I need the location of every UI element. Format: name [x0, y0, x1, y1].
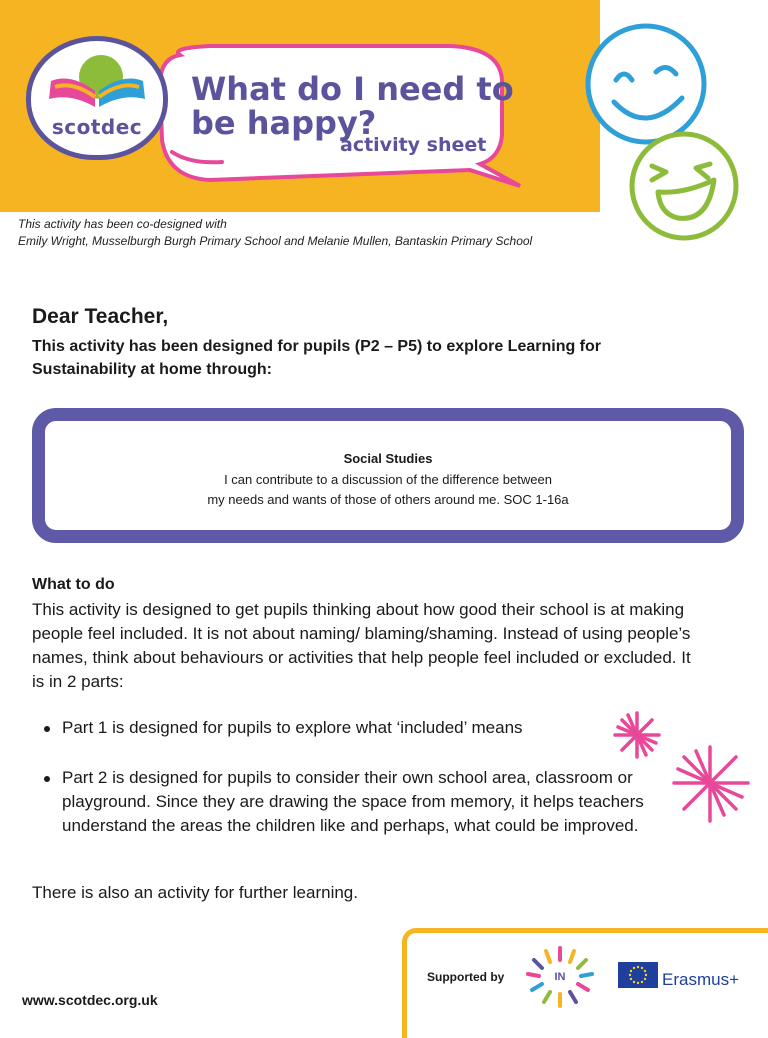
page-subtitle: activity sheet [340, 134, 487, 156]
erasmus-logo-text: Erasmus+ [662, 970, 739, 989]
website-url: www.scotdec.org.uk [22, 992, 158, 1008]
codesign-credit [18, 216, 532, 250]
page-title [191, 72, 514, 140]
list-item [32, 766, 672, 838]
supported-by-label: Supported by [427, 970, 505, 984]
intro-text: This activity has been designed for pupils (P2 – P5) to explore Learning for Sustainability at home through: [32, 338, 602, 378]
sparkle-icon [615, 713, 659, 757]
title-line-1: What do I need to [191, 70, 514, 108]
learning-outcome-box [32, 408, 744, 543]
inschool-logo [522, 944, 598, 1010]
parts-list [32, 716, 672, 838]
smile-icon [588, 26, 704, 142]
what-to-do-heading: What to do [32, 576, 115, 593]
svg-text:IN: IN [554, 971, 566, 983]
codesign-line-1: This activity has been co-designed with [18, 217, 227, 231]
list-item-text: Part 1 is designed for pupils to explore what ‘included’ means [62, 718, 523, 737]
sparkle-decoration [610, 705, 760, 825]
eu-flag-icon [618, 962, 658, 988]
outcome-line-2: my needs and wants of those of others around me. SOC 1-16a [207, 492, 569, 507]
book-icon [45, 51, 149, 113]
outcome-line-1: I can contribute to a discussion of the difference between [224, 472, 552, 487]
logo-text: scotdec [51, 115, 143, 139]
list-item [32, 716, 672, 740]
sparkle-icon [674, 747, 748, 821]
further-learning-text: There is also an activity for further learning. [32, 883, 358, 902]
scotdec-logo [26, 36, 168, 160]
bullet-icon [44, 776, 50, 782]
what-to-do-paragraph: This activity is designed to get pupils thinking about how good their school is at making people feel included. It is not about naming/ blaming/shaming. Instead of using people’s names, think about behaviours or activities that help people feel included or excluded. It is in 2 parts: [32, 600, 691, 691]
codesign-line-2: Emily Wright, Musselburgh Burgh Primary School and Melanie Mullen, Bantaskin Primary School [18, 234, 533, 248]
greeting: Dear Teacher, [32, 305, 169, 328]
outcome-title: Social Studies [343, 451, 433, 466]
laughing-face-icon [632, 134, 736, 238]
bullet-icon [44, 726, 50, 732]
title-line-2: be happy? [191, 104, 377, 142]
list-item-text: Part 2 is designed for pupils to consider their own school area, classroom or playground. Since they are drawing the space from memory, it helps teachers understand the areas the children like and perhaps, what could be improved. [62, 768, 644, 835]
smiley-faces-illustration [578, 18, 758, 248]
